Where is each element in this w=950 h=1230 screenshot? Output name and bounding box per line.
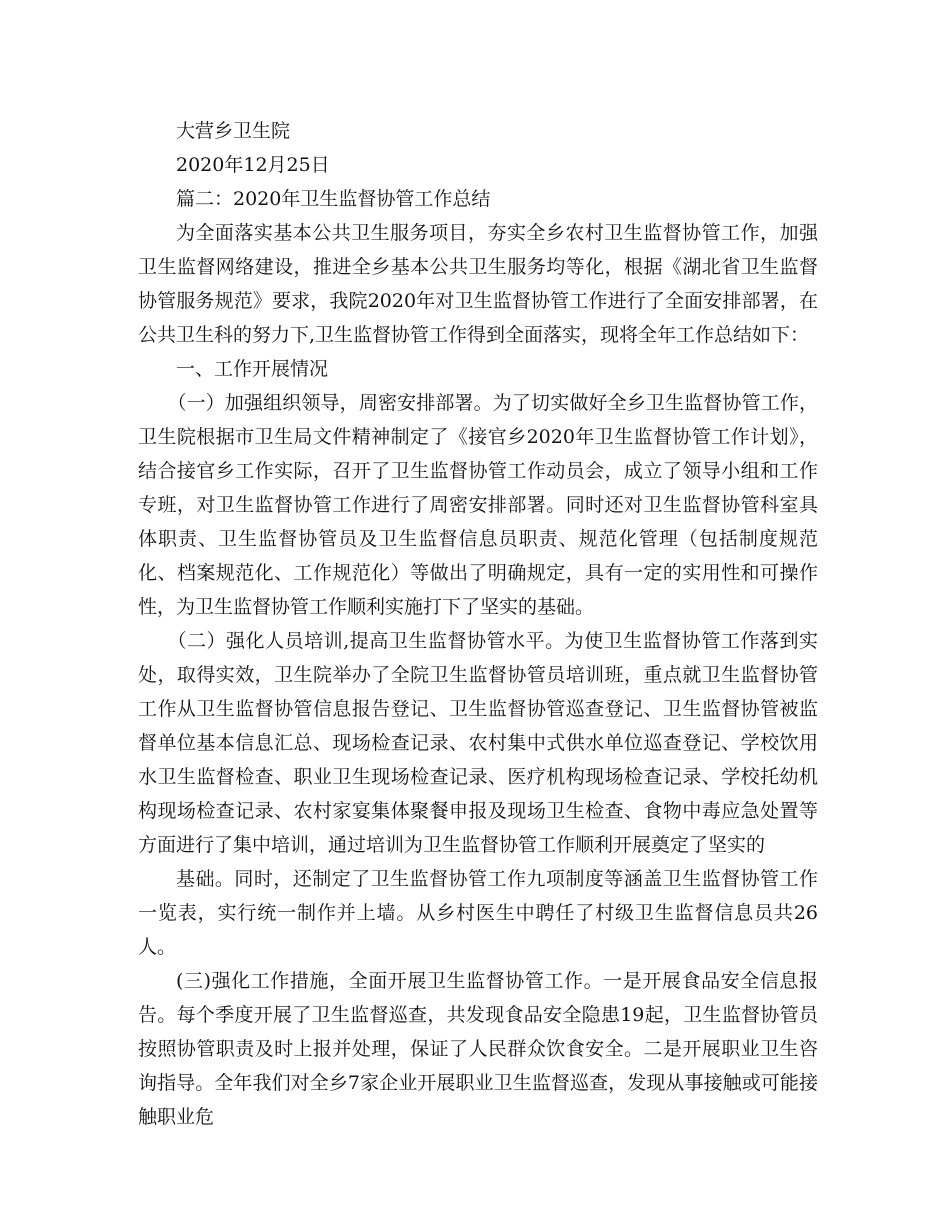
paragraph-item-2: （二）强化人员培训,提高卫生监督协管水平。为使卫生监督协管工作落到实处，取得实效，卫生院举办了全院卫生监督协管员培训班，重点就卫生监督协管工作从卫生监督协管信息报告登记、卫生监督协管巡查登记、卫生监督协管被监督单位基本信息汇总、现场检查记录、农村集中式供水单位巡查登记、学校饮用水卫生监督检查、职业卫生现场检查记录、医疗机构现场检查记录、学校托幼机构现场检查记录、农村家宴集体聚餐申报及现场卫生检查、食物中毒应急处置等方面进行了集中培训，通过培训为卫生监督协管工作顺利开展奠定了坚实的 [138, 630, 818, 856]
intro-paragraph: 为全面落实基本公共卫生服务项目，夯实全乡农村卫生监督协管工作，加强卫生监督网络建设，推进全乡基本公共卫生服务均等化，根据《湖北省卫生监督协管服务规范》要求，我院2020年对卫生监督协管工作进行了全面安排部署，在公共卫生科的努力下,卫生监督协管工作得到全面落实，现将全年工作总结如下： [138, 222, 818, 346]
paragraph-continuation: 基础。同时，还制定了卫生监督协管工作九项制度等涵盖卫生监督协管工作一览表，实行统一制作并上墙。从乡村医生中聘任了村级卫生监督信息员共26人。 [138, 868, 818, 958]
document-page [138, 114, 818, 1134]
paragraph-item-1: （一）加强组织领导，周密安排部署。为了切实做好全乡卫生监督协管工作，卫生院根据市卫生局文件精神制定了《接官乡2020年卫生监督协管工作计划》，结合接官乡工作实际，召开了卫生监督协管工作动员会，成立了领导小组和工作专班，对卫生监督协管工作进行了周密安排部署。同时还对卫生监督协管科室具体职责、卫生监督协管员及卫生监督信息员职责、规范化管理（包括制度规范化、档案规范化、工作规范化）等做出了明确规定，具有一定的实用性和可操作性，为卫生监督协管工作顺利实施打下了坚实的基础。 [138, 392, 818, 618]
section-heading-1: 一、工作开展情况 [176, 358, 329, 380]
signature-organization: 大营乡卫生院 [176, 120, 291, 142]
section-title: 篇二：2020年卫生监督协管工作总结 [176, 188, 491, 210]
signature-date: 2020年12月25日 [176, 154, 330, 176]
paragraph-item-3: (三)强化工作措施，全面开展卫生监督协管工作。一是开展食品安全信息报告。每个季度开展了卫生监督巡查，共发现食品安全隐患19起，卫生监督协管员按照协管职责及时上报并处理，保证了人民群众饮食安全。二是开展职业卫生咨询指导。全年我们对全乡7家企业开展职业卫生监督巡查，发现从事接触或可能接触职业危 [138, 970, 818, 1128]
